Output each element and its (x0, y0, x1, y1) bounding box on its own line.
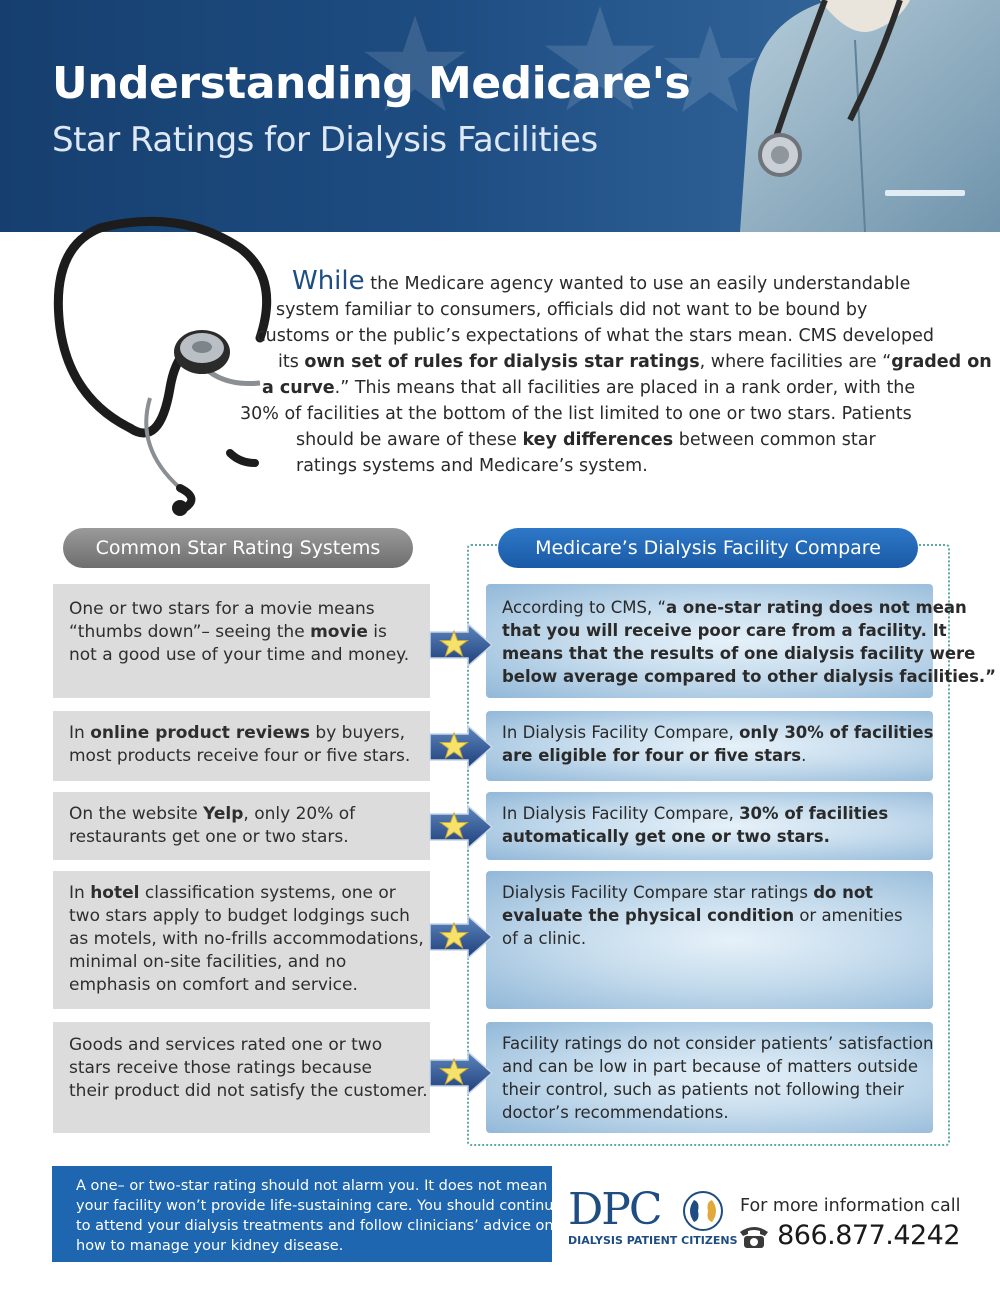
star-arrow-icon (428, 804, 494, 850)
kidney-globe-icon (682, 1190, 724, 1232)
intro-line: system familiar to consumers, officials did not want to be bound by (276, 300, 868, 320)
phone-number[interactable]: 866.877.4242 (777, 1220, 961, 1251)
medicare-rating-item: Dialysis Facility Compare star ratings do not evaluate the physical condition or amenities of a clinic. (486, 871, 933, 1009)
reassurance-notice: A one– or two-star rating should not alarm you. It does not mean your facility won’t provide life-sustaining care. You should continue to attend your dialysis treatments and follow clinicians’ advice on how to manage your kidney disease. (52, 1166, 552, 1262)
intro-line: its own set of rules for dialysis star ratings, where facilities are “graded on (278, 352, 992, 372)
telephone-icon (738, 1222, 770, 1250)
dpc-logo-name: DIALYSIS PATIENT CITIZENS (568, 1234, 738, 1247)
page-subtitle: Star Ratings for Dialysis Facilities (52, 120, 598, 160)
doctor-image (700, 0, 1000, 232)
info-label: For more information call (740, 1196, 961, 1216)
intro-line: 30% of facilities at the bottom of the list limited to one or two stars. Patients (240, 404, 912, 424)
page-title: Understanding Medicare's (52, 58, 691, 109)
medicare-rating-item: According to CMS, “a one-star rating does not mean that you will receive poor care from a facility. It means that the results of one dialysis facility were below average compared to other dialysis facilities.” (486, 584, 933, 698)
dpc-logo (568, 1184, 738, 1254)
intro-paragraph (236, 266, 992, 479)
medicare-rating-item: In Dialysis Facility Compare, only 30% of facilities are eligible for four or five stars. (486, 711, 933, 781)
star-arrow-icon (428, 724, 494, 770)
dpc-logo-letters: DPC (568, 1184, 661, 1235)
common-rating-item: Goods and services rated one or two stars receive those ratings because their product did not satisfy the customer. (53, 1022, 430, 1133)
common-ratings-header: Common Star Rating Systems (63, 528, 413, 568)
phone-contact (738, 1220, 960, 1256)
star-arrow-icon (428, 622, 494, 668)
common-rating-item: In online product reviews by buyers, most products receive four or five stars. (53, 711, 430, 781)
intro-line: a curve.” This means that all facilities are placed in a rank order, with the (262, 378, 916, 398)
intro-line: ratings systems and Medicare’s system. (296, 456, 648, 476)
intro-line: should be aware of these key differences between common star (296, 430, 876, 450)
common-rating-item: One or two stars for a movie means “thumbs down”– seeing the movie is not a good use of your time and money. (53, 584, 430, 698)
star-arrow-icon (428, 1050, 494, 1096)
medicare-rating-item: In Dialysis Facility Compare, 30% of facilities automatically get one or two stars. (486, 792, 933, 860)
star-arrow-icon (428, 914, 494, 960)
intro-line: While the Medicare agency wanted to use an easily understandable (292, 266, 911, 296)
medicare-compare-header: Medicare’s Dialysis Facility Compare (498, 528, 918, 568)
common-rating-item: In hotel classification systems, one or two stars apply to budget lodgings such as motels, with no-frills accommodations, minimal on-site facilities, and no emphasis on comfort and service. (53, 871, 430, 1009)
header-banner (0, 0, 1000, 232)
common-rating-item: On the website Yelp, only 20% of restaurants get one or two stars. (53, 792, 430, 860)
medicare-rating-item: Facility ratings do not consider patients’ satisfaction and can be low in part because of matters outside their control, such as patients not following their doctor’s recommendations. (486, 1022, 933, 1133)
intro-line: customs or the public’s expectations of what the stars mean. CMS developed (256, 326, 935, 346)
